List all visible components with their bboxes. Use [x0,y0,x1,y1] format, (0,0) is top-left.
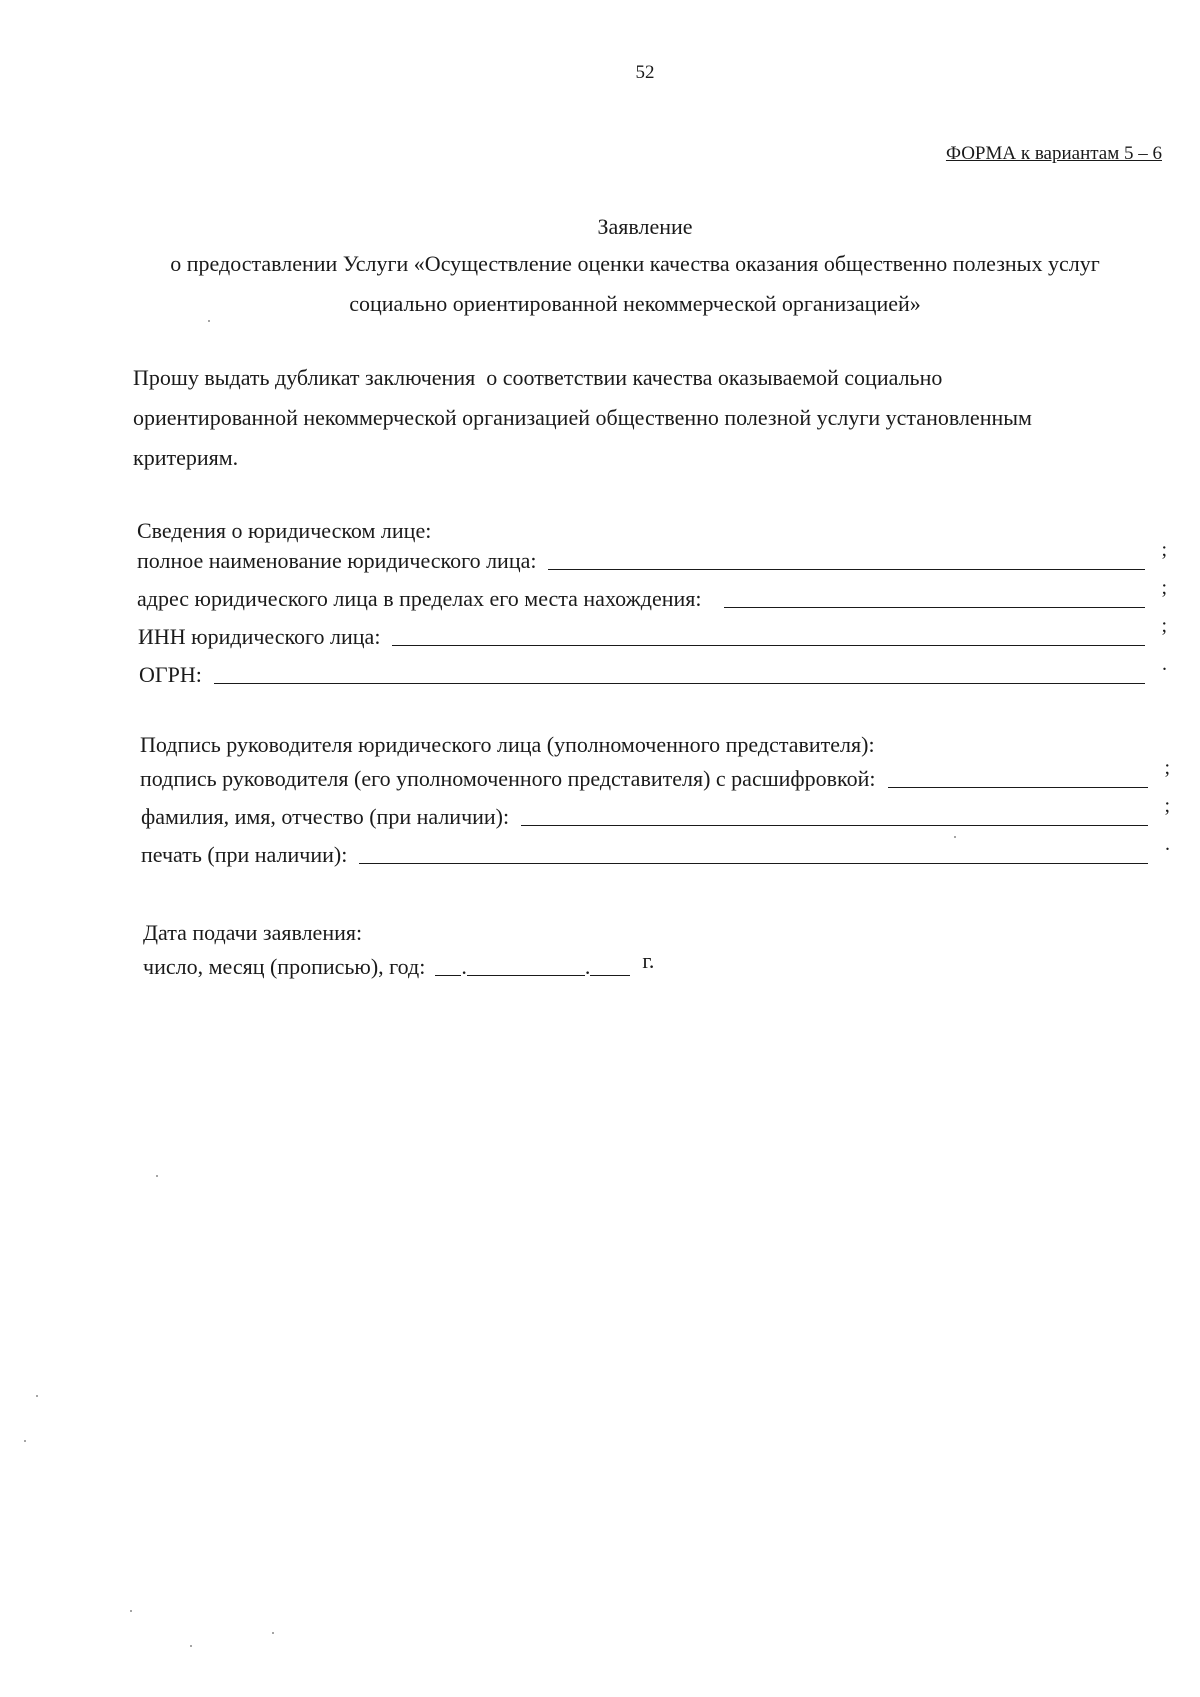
date-year-blank[interactable] [590,955,630,976]
inn-end: ; [1161,615,1167,637]
scan-speck [24,1440,26,1442]
request-line-3: критериям. [133,445,239,470]
document-subtitle [130,244,1140,324]
scan-speck [130,1610,132,1612]
ogrn-field[interactable] [139,653,1167,688]
full-name-end: ; [1161,539,1167,561]
inn-field[interactable] [138,615,1167,650]
seal-end: . [1165,833,1170,855]
date-suffix: г. [642,948,655,973]
signature-end: ; [1164,757,1170,779]
date-field[interactable] [143,950,654,980]
seal-field[interactable] [141,833,1170,868]
inn-label: ИНН юридического лица: [138,624,381,649]
inn-blank[interactable] [392,625,1145,646]
scan-speck [190,1645,192,1647]
address-end: ; [1161,577,1167,599]
subtitle-line-2: социально ориентированной некоммерческой организацией» [349,291,921,316]
ogrn-label: ОГРН: [139,662,202,687]
document-title: Заявление [597,214,693,239]
fio-label: фамилия, имя, отчество (при наличии): [141,804,510,829]
fio-field[interactable] [141,795,1170,830]
request-paragraph [133,358,1133,478]
date-heading: Дата подачи заявления: [143,920,363,945]
full-name-blank[interactable] [548,549,1145,570]
form-reference: ФОРМА к вариантам 5 – 6 [945,143,1162,164]
full-name-label: полное наименование юридического лица: [137,548,537,573]
scan-speck [272,1632,274,1634]
address-field[interactable] [137,577,1167,612]
ogrn-end: . [1162,653,1167,675]
address-label: адрес юридического лица в пределах его места нахождения: [137,586,702,611]
subtitle-line-1: о предоставлении Услуги «Осуществление оценки качества оказания общественно полезных услуг [170,251,1100,276]
signature-blank[interactable] [888,767,1148,788]
signature-label: подпись руководителя (его уполномоченного представителя) с расшифровкой: [140,766,876,791]
request-line-2: ориентированной некоммерческой организацией общественно полезной услуги установленным [133,405,1032,430]
date-label: число, месяц (прописью), год: [143,954,426,979]
signature-heading: Подпись руководителя юридического лица (уполномоченного представителя): [140,732,875,757]
legal-entity-heading: Сведения о юридическом лице: [137,518,432,543]
date-day-blank[interactable] [435,955,461,976]
date-sep-1: . [461,954,467,979]
full-name-field[interactable] [137,539,1167,574]
signature-field[interactable] [140,757,1170,792]
fio-end: ; [1164,795,1170,817]
date-sep-2: . [584,954,591,979]
request-line-1: Прошу выдать дубликат заключения о соответствии качества оказываемой социально [133,365,943,390]
address-blank[interactable] [724,587,1145,608]
date-month-blank[interactable] [467,955,585,976]
seal-label: печать (при наличии): [141,842,348,867]
scan-speck [208,320,210,322]
scan-speck [954,836,956,838]
page-number: 52 [635,62,655,83]
fio-blank[interactable] [521,805,1148,826]
ogrn-blank[interactable] [214,663,1145,684]
seal-blank[interactable] [359,843,1148,864]
scan-speck [156,1175,158,1177]
scan-speck [36,1395,38,1397]
